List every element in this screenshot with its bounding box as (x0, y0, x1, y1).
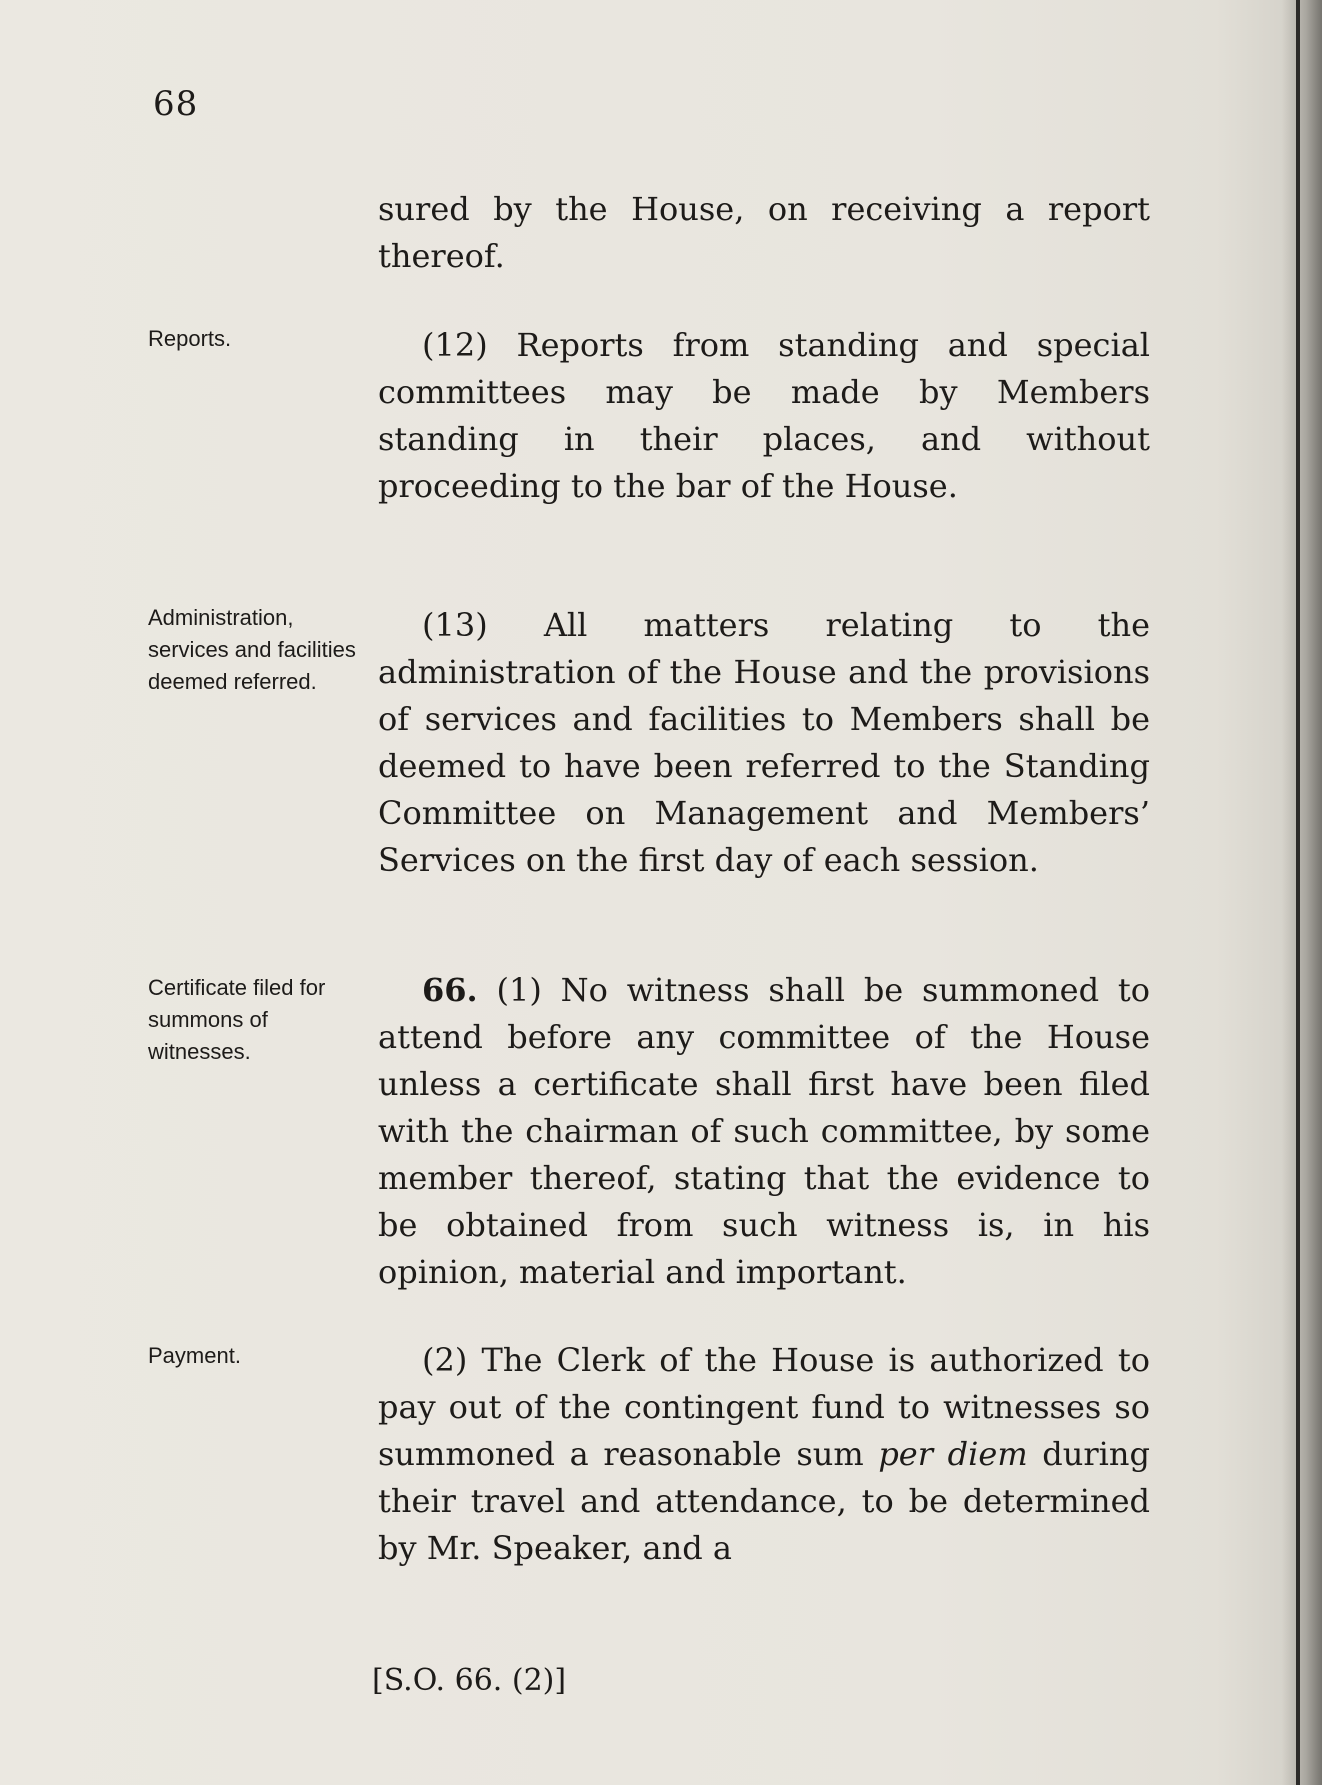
payment-italic: per diem (878, 1435, 1028, 1473)
paragraph-certificate (378, 967, 1150, 1296)
standing-order-number: 66. (422, 971, 478, 1009)
certificate-text: (1) No witness shall be summoned to attend before any committee of the House unless a certificate shall first have been filed with the chairman of such committee, by some member thereof, stating that the evidence to be obtained from such witness is, in his opinion, material and important. (378, 971, 1151, 1291)
binding-shadow (1282, 0, 1322, 1785)
binding-edge (1296, 0, 1300, 1785)
paragraph-reports: (12) Reports from standing and special committees may be made by Members standing in their places, and without proceeding to the bar of the House. (378, 326, 1150, 505)
margin-note-certificate: Certificate filed for summons of witnesses. (148, 975, 326, 1064)
paragraph-payment (378, 1337, 1150, 1572)
paragraph-continuation: sured by the House, on receiving a report thereof. (378, 190, 1150, 275)
paragraph-administration: (13) All matters relating to the administration of the House and the provisions of services and facilities to Members shall be deemed to have been referred to the Standing Committee on Management and Members’ Services on the first day of each session. (378, 606, 1150, 879)
footer-reference: [S.O. 66. (2)] (372, 1663, 567, 1698)
payment-text-start: (2) The Clerk of the House is authorized to pay out of the contingent fund to witnesses so summoned a reasonable sum (378, 1341, 1150, 1473)
margin-note-administration: Administration, services and facilities deemed referred. (148, 605, 356, 694)
page-number: 68 (153, 84, 199, 124)
payment-text-end: during their travel and attendance, to be determined by Mr. Speaker, and a (378, 1435, 1150, 1567)
margin-note-payment: Payment. (148, 1343, 241, 1368)
margin-note-reports: Reports. (148, 326, 232, 351)
